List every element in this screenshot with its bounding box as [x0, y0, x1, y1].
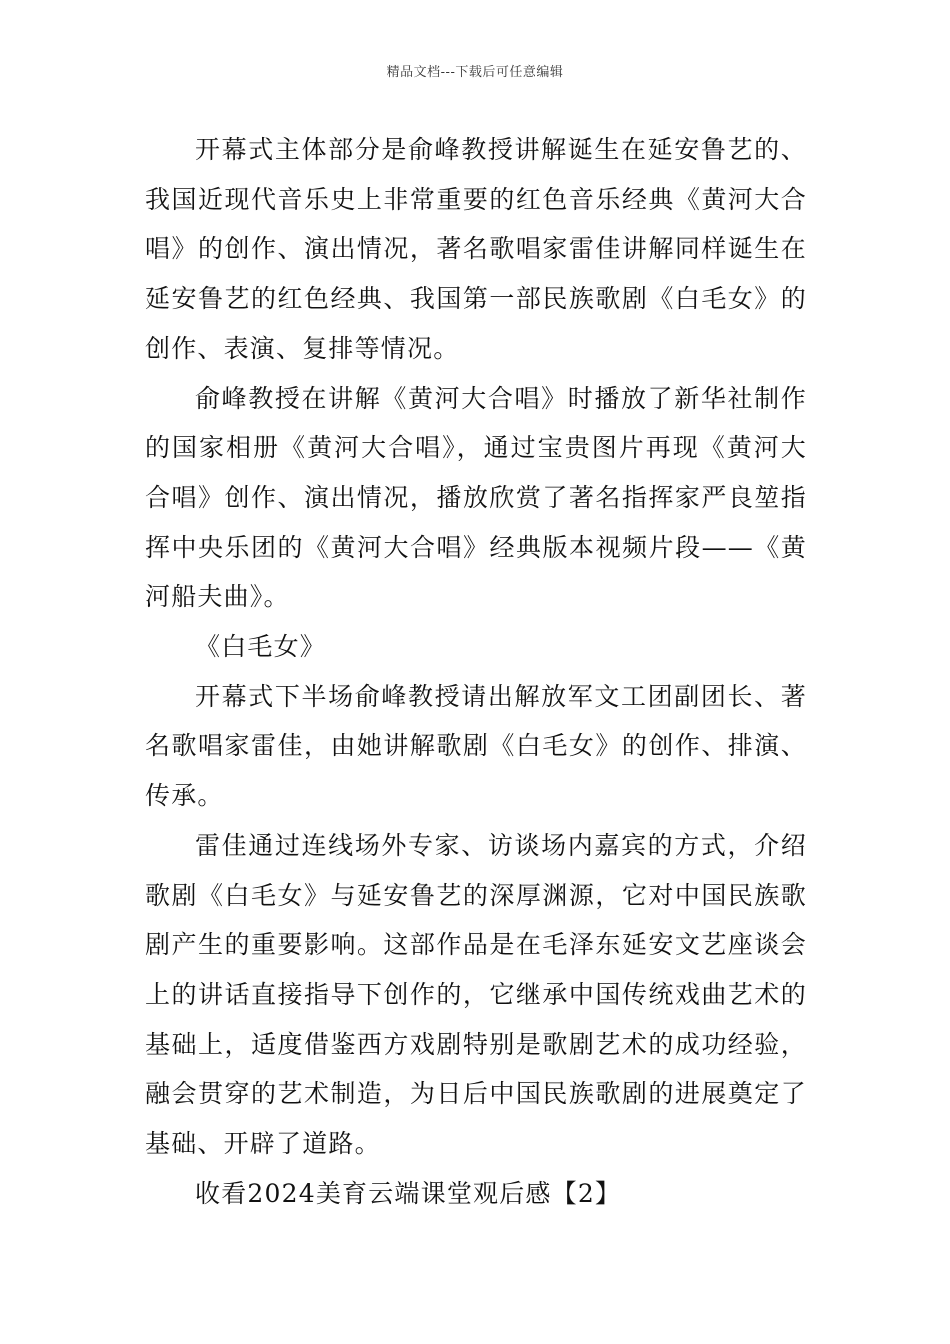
paragraph-yellow-river: 俞峰教授在讲解《黄河大合唱》时播放了新华社制作的国家相册《黄河大合唱》，通过宝贵图片再现《黄河大合唱》创作、演出情况，播放欣赏了著名指挥家严良堃指挥中央乐团的《黄河大合唱》经典版本视频片段——《黄河船夫曲》。 [145, 383, 807, 612]
paragraph-second-half: 开幕式下半场俞峰教授请出解放军文工团副团长、著名歌唱家雷佳，由她讲解歌剧《白毛女》的创作、排演、传承。 [145, 681, 807, 811]
paragraph-next-title: 收看2024美育云端课堂观后感【2】 [195, 1178, 622, 1208]
paragraph-opening-main: 开幕式主体部分是俞峰教授讲解诞生在延安鲁艺的、我国近现代音乐史上非常重要的红色音乐经典《黄河大合唱》的创作、演出情况，著名歌唱家雷佳讲解同样诞生在延安鲁艺的红色经典、我国第一部民族歌剧《白毛女》的创作、表演、复排等情况。 [145, 135, 807, 363]
section-heading-white-haired-girl: 《白毛女》 [195, 632, 327, 662]
document-body [145, 125, 807, 1218]
paragraph-lei-jia: 雷佳通过连线场外专家、访谈场内嘉宾的方式，介绍歌剧《白毛女》与延安鲁艺的深厚渊源，它对中国民族歌剧产生的重要影响。这部作品是在毛泽东延安文艺座谈会上的讲话直接指导下创作的，它继承中国传统戏曲艺术的基础上，适度借鉴西方戏剧特别是歌剧艺术的成功经验，融会贯穿的艺术制造，为日后中国民族歌剧的进展奠定了基础、开辟了道路。 [145, 830, 807, 1159]
page-header: 精品文档---下载后可任意编辑 [386, 65, 564, 80]
